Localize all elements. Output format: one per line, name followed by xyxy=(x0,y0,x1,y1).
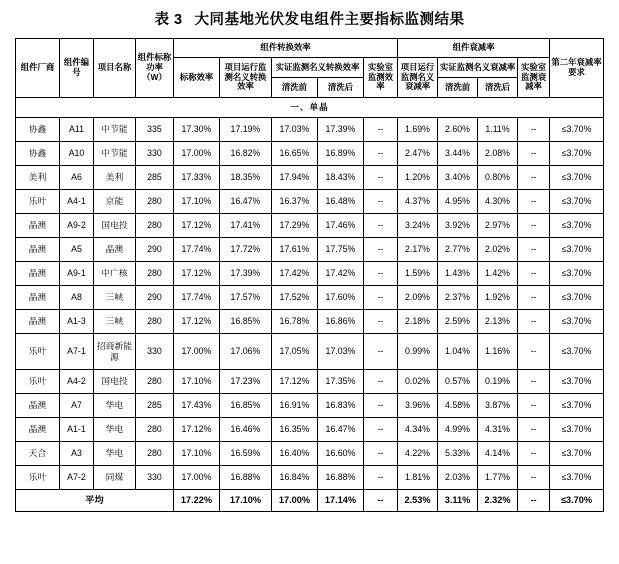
cell-standard-eff: 17.00% xyxy=(173,334,219,370)
cell-field-eff-after: 16.89% xyxy=(317,142,363,166)
cell-project-eff: 17.41% xyxy=(219,214,271,238)
cell-manufacturer: 协鑫 xyxy=(15,142,59,166)
cell-rated-power: 330 xyxy=(135,466,173,490)
cell-standard-eff: 17.74% xyxy=(173,238,219,262)
cell-field-eff-after: 16.47% xyxy=(317,418,363,442)
th-field-deg: 实证监测名义衰减率 xyxy=(438,58,518,78)
cell-rated-power: 290 xyxy=(135,286,173,310)
cell-lab-deg: -- xyxy=(518,214,550,238)
cell-model: A4-1 xyxy=(59,190,93,214)
section-label: 一、单晶 xyxy=(15,98,603,118)
section-header-row xyxy=(15,98,603,118)
cell-field-eff-after: 16.86% xyxy=(317,310,363,334)
cell-project-deg: 1.69% xyxy=(398,118,438,142)
cell-manufacturer: 晶澳 xyxy=(15,262,59,286)
cell-project-deg: 2.17% xyxy=(398,238,438,262)
cell-project-deg: 1.81% xyxy=(398,466,438,490)
cell-field-eff-after: 17.75% xyxy=(317,238,363,262)
cell-model: A10 xyxy=(59,142,93,166)
cell-project: 美利 xyxy=(93,166,135,190)
cell-lab-deg: -- xyxy=(518,118,550,142)
cell-model: A9-2 xyxy=(59,214,93,238)
cell-project: 中节能 xyxy=(93,118,135,142)
cell-field-deg-before: 2.77% xyxy=(438,238,478,262)
table-row xyxy=(15,370,603,394)
cell-lab-deg: -- xyxy=(518,166,550,190)
table-row xyxy=(15,118,603,142)
cell-rated-power: 330 xyxy=(135,334,173,370)
cell-model: A6 xyxy=(59,166,93,190)
cell-project-deg: 3.24% xyxy=(398,214,438,238)
cell-field-deg-after: 1.77% xyxy=(478,466,518,490)
cell-year2-req: ≤3.70% xyxy=(550,370,604,394)
average-project-eff: 17.10% xyxy=(219,490,271,512)
cell-lab-eff: -- xyxy=(363,118,397,142)
cell-project-eff: 17.57% xyxy=(219,286,271,310)
cell-field-deg-after: 3.87% xyxy=(478,394,518,418)
table-row xyxy=(15,334,603,370)
cell-lab-deg: -- xyxy=(518,418,550,442)
cell-field-eff-before: 16.37% xyxy=(271,190,317,214)
cell-project-eff: 16.82% xyxy=(219,142,271,166)
cell-field-eff-after: 17.39% xyxy=(317,118,363,142)
cell-field-eff-before: 17.29% xyxy=(271,214,317,238)
cell-field-deg-after: 4.31% xyxy=(478,418,518,442)
cell-model: A8 xyxy=(59,286,93,310)
cell-lab-deg: -- xyxy=(518,286,550,310)
th-group-degradation: 组件衰减率 xyxy=(398,39,550,58)
cell-lab-eff: -- xyxy=(363,142,397,166)
cell-field-deg-after: 2.02% xyxy=(478,238,518,262)
cell-project-eff: 16.85% xyxy=(219,394,271,418)
average-label: 平均 xyxy=(15,490,173,512)
cell-rated-power: 280 xyxy=(135,190,173,214)
cell-model: A7 xyxy=(59,394,93,418)
cell-standard-eff: 17.00% xyxy=(173,466,219,490)
th-project: 项目名称 xyxy=(93,39,135,98)
cell-project: 中广核 xyxy=(93,262,135,286)
cell-manufacturer: 晶澳 xyxy=(15,238,59,262)
th-project-eff: 项目运行监测名义转换效率 xyxy=(219,58,271,98)
cell-lab-eff: -- xyxy=(363,370,397,394)
cell-project-eff: 17.06% xyxy=(219,334,271,370)
cell-manufacturer: 乐叶 xyxy=(15,466,59,490)
th-group-conversion: 组件转换效率 xyxy=(173,39,397,58)
cell-model: A5 xyxy=(59,238,93,262)
cell-year2-req: ≤3.70% xyxy=(550,334,604,370)
cell-field-eff-after: 17.60% xyxy=(317,286,363,310)
cell-lab-deg: -- xyxy=(518,370,550,394)
cell-project: 华电 xyxy=(93,394,135,418)
cell-lab-eff: -- xyxy=(363,466,397,490)
cell-field-deg-after: 0.80% xyxy=(478,166,518,190)
cell-field-eff-after: 16.88% xyxy=(317,466,363,490)
cell-project-deg: 2.47% xyxy=(398,142,438,166)
cell-field-deg-before: 3.40% xyxy=(438,166,478,190)
table-number: 表 3 xyxy=(154,12,183,28)
cell-lab-eff: -- xyxy=(363,310,397,334)
cell-field-eff-before: 17.52% xyxy=(271,286,317,310)
cell-manufacturer: 晶澳 xyxy=(15,286,59,310)
cell-project-eff: 16.88% xyxy=(219,466,271,490)
cell-model: A1-3 xyxy=(59,310,93,334)
cell-field-deg-before: 3.44% xyxy=(438,142,478,166)
cell-rated-power: 330 xyxy=(135,142,173,166)
cell-model: A3 xyxy=(59,442,93,466)
cell-manufacturer: 晶澳 xyxy=(15,394,59,418)
cell-manufacturer: 晶澳 xyxy=(15,418,59,442)
cell-project-eff: 16.59% xyxy=(219,442,271,466)
cell-model: A7-2 xyxy=(59,466,93,490)
cell-project: 招商新能源 xyxy=(93,334,135,370)
monitoring-results-table xyxy=(15,38,604,512)
cell-lab-eff: -- xyxy=(363,334,397,370)
cell-project-eff: 17.39% xyxy=(219,262,271,286)
table-row xyxy=(15,310,603,334)
cell-lab-deg: -- xyxy=(518,394,550,418)
average-standard-eff: 17.22% xyxy=(173,490,219,512)
cell-field-eff-before: 17.61% xyxy=(271,238,317,262)
cell-lab-deg: -- xyxy=(518,142,550,166)
cell-project: 三峡 xyxy=(93,310,135,334)
cell-field-eff-before: 16.40% xyxy=(271,442,317,466)
cell-year2-req: ≤3.70% xyxy=(550,190,604,214)
cell-project-deg: 4.37% xyxy=(398,190,438,214)
table-title xyxy=(0,8,619,29)
cell-project-eff: 16.46% xyxy=(219,418,271,442)
cell-field-eff-before: 17.03% xyxy=(271,118,317,142)
cell-project-deg: 4.22% xyxy=(398,442,438,466)
cell-project-deg: 1.59% xyxy=(398,262,438,286)
cell-field-deg-after: 1.42% xyxy=(478,262,518,286)
cell-field-eff-after: 17.46% xyxy=(317,214,363,238)
cell-project-deg: 2.09% xyxy=(398,286,438,310)
cell-lab-eff: -- xyxy=(363,442,397,466)
cell-field-deg-after: 0.19% xyxy=(478,370,518,394)
cell-field-eff-before: 16.78% xyxy=(271,310,317,334)
cell-field-deg-before: 5.33% xyxy=(438,442,478,466)
cell-field-eff-after: 17.35% xyxy=(317,370,363,394)
cell-manufacturer: 乐叶 xyxy=(15,190,59,214)
cell-field-deg-before: 2.03% xyxy=(438,466,478,490)
th-year2-requirement: 第二年衰减率要求 xyxy=(550,39,604,98)
cell-field-deg-after: 1.16% xyxy=(478,334,518,370)
cell-project-deg: 2.18% xyxy=(398,310,438,334)
cell-lab-deg: -- xyxy=(518,190,550,214)
cell-field-eff-before: 17.42% xyxy=(271,262,317,286)
cell-lab-eff: -- xyxy=(363,166,397,190)
cell-year2-req: ≤3.70% xyxy=(550,442,604,466)
cell-project-eff: 16.47% xyxy=(219,190,271,214)
cell-project: 京能 xyxy=(93,190,135,214)
cell-field-deg-after: 4.14% xyxy=(478,442,518,466)
cell-rated-power: 280 xyxy=(135,370,173,394)
document-page xyxy=(0,8,619,564)
cell-standard-eff: 17.74% xyxy=(173,286,219,310)
cell-project-eff: 17.19% xyxy=(219,118,271,142)
th-field-eff-before-clean: 清洗前 xyxy=(271,78,317,98)
header-group-row xyxy=(15,39,603,58)
cell-lab-deg: -- xyxy=(518,310,550,334)
average-field-deg-after: 2.32% xyxy=(478,490,518,512)
cell-rated-power: 285 xyxy=(135,166,173,190)
cell-field-deg-before: 2.59% xyxy=(438,310,478,334)
cell-field-deg-before: 4.58% xyxy=(438,394,478,418)
average-project-deg: 2.53% xyxy=(398,490,438,512)
cell-project-eff: 16.85% xyxy=(219,310,271,334)
cell-field-deg-before: 2.60% xyxy=(438,118,478,142)
cell-year2-req: ≤3.70% xyxy=(550,118,604,142)
cell-project-deg: 0.99% xyxy=(398,334,438,370)
cell-field-deg-before: 4.99% xyxy=(438,418,478,442)
cell-year2-req: ≤3.70% xyxy=(550,214,604,238)
cell-project-eff: 17.72% xyxy=(219,238,271,262)
cell-standard-eff: 17.30% xyxy=(173,118,219,142)
th-field-deg-before-clean: 清洗前 xyxy=(438,78,478,98)
cell-project: 国电投 xyxy=(93,370,135,394)
cell-field-eff-before: 17.05% xyxy=(271,334,317,370)
average-row xyxy=(15,490,603,512)
table-row xyxy=(15,142,603,166)
cell-field-eff-before: 17.12% xyxy=(271,370,317,394)
average-field-eff-after: 17.14% xyxy=(317,490,363,512)
table-row xyxy=(15,238,603,262)
cell-standard-eff: 17.33% xyxy=(173,166,219,190)
cell-model: A11 xyxy=(59,118,93,142)
cell-lab-eff: -- xyxy=(363,262,397,286)
table-row xyxy=(15,262,603,286)
th-model: 组件编号 xyxy=(59,39,93,98)
cell-manufacturer: 乐叶 xyxy=(15,334,59,370)
cell-field-eff-after: 17.03% xyxy=(317,334,363,370)
cell-manufacturer: 美利 xyxy=(15,166,59,190)
table-row xyxy=(15,394,603,418)
table-header xyxy=(15,39,603,98)
average-year2-req: ≤3.70% xyxy=(550,490,604,512)
cell-rated-power: 280 xyxy=(135,418,173,442)
th-standard-eff: 标称效率 xyxy=(173,58,219,98)
average-field-eff-before: 17.00% xyxy=(271,490,317,512)
cell-project-deg: 3.96% xyxy=(398,394,438,418)
cell-lab-deg: -- xyxy=(518,238,550,262)
cell-rated-power: 280 xyxy=(135,310,173,334)
cell-field-deg-before: 1.04% xyxy=(438,334,478,370)
th-lab-deg: 实验室监测衰减率 xyxy=(518,58,550,98)
cell-project-deg: 4.34% xyxy=(398,418,438,442)
cell-field-eff-before: 16.65% xyxy=(271,142,317,166)
cell-year2-req: ≤3.70% xyxy=(550,418,604,442)
cell-field-eff-before: 17.94% xyxy=(271,166,317,190)
cell-year2-req: ≤3.70% xyxy=(550,238,604,262)
cell-lab-eff: -- xyxy=(363,394,397,418)
th-rated-power: 组件标称功率（W） xyxy=(135,39,173,98)
table-row xyxy=(15,214,603,238)
cell-year2-req: ≤3.70% xyxy=(550,142,604,166)
cell-field-eff-before: 16.84% xyxy=(271,466,317,490)
cell-standard-eff: 17.12% xyxy=(173,418,219,442)
cell-field-eff-after: 16.48% xyxy=(317,190,363,214)
cell-year2-req: ≤3.70% xyxy=(550,310,604,334)
cell-lab-eff: -- xyxy=(363,190,397,214)
th-manufacturer: 组件厂商 xyxy=(15,39,59,98)
cell-project-deg: 0.02% xyxy=(398,370,438,394)
cell-rated-power: 285 xyxy=(135,394,173,418)
cell-project: 华电 xyxy=(93,442,135,466)
cell-lab-deg: -- xyxy=(518,334,550,370)
cell-year2-req: ≤3.70% xyxy=(550,286,604,310)
cell-field-deg-before: 2.37% xyxy=(438,286,478,310)
cell-field-eff-before: 16.91% xyxy=(271,394,317,418)
cell-standard-eff: 17.10% xyxy=(173,190,219,214)
average-lab-eff: -- xyxy=(363,490,397,512)
cell-lab-eff: -- xyxy=(363,286,397,310)
cell-project-eff: 18.35% xyxy=(219,166,271,190)
table-row xyxy=(15,190,603,214)
cell-project: 华电 xyxy=(93,418,135,442)
cell-field-eff-after: 17.42% xyxy=(317,262,363,286)
cell-standard-eff: 17.12% xyxy=(173,310,219,334)
cell-field-deg-before: 3.92% xyxy=(438,214,478,238)
cell-lab-deg: -- xyxy=(518,442,550,466)
table-body xyxy=(15,98,603,512)
cell-model: A9-1 xyxy=(59,262,93,286)
th-field-deg-after-clean: 清洗后 xyxy=(478,78,518,98)
table-row xyxy=(15,166,603,190)
cell-lab-deg: -- xyxy=(518,466,550,490)
cell-manufacturer: 协鑫 xyxy=(15,118,59,142)
cell-field-deg-after: 2.08% xyxy=(478,142,518,166)
cell-field-deg-after: 1.92% xyxy=(478,286,518,310)
cell-rated-power: 280 xyxy=(135,262,173,286)
cell-year2-req: ≤3.70% xyxy=(550,394,604,418)
cell-project-eff: 17.23% xyxy=(219,370,271,394)
table-row xyxy=(15,442,603,466)
cell-field-deg-after: 2.13% xyxy=(478,310,518,334)
cell-manufacturer: 乐叶 xyxy=(15,370,59,394)
cell-field-deg-after: 1.11% xyxy=(478,118,518,142)
cell-lab-eff: -- xyxy=(363,238,397,262)
cell-field-eff-after: 18.43% xyxy=(317,166,363,190)
th-lab-eff: 实验室监测效率 xyxy=(363,58,397,98)
cell-rated-power: 280 xyxy=(135,214,173,238)
cell-field-eff-after: 16.60% xyxy=(317,442,363,466)
table-row xyxy=(15,466,603,490)
cell-lab-eff: -- xyxy=(363,214,397,238)
cell-field-deg-after: 2.97% xyxy=(478,214,518,238)
cell-field-deg-before: 0.57% xyxy=(438,370,478,394)
cell-project: 同煤 xyxy=(93,466,135,490)
cell-lab-eff: -- xyxy=(363,418,397,442)
table-row xyxy=(15,418,603,442)
cell-standard-eff: 17.12% xyxy=(173,214,219,238)
cell-field-deg-after: 4.30% xyxy=(478,190,518,214)
cell-field-deg-before: 4.95% xyxy=(438,190,478,214)
cell-manufacturer: 晶澳 xyxy=(15,310,59,334)
cell-project: 晶澳 xyxy=(93,238,135,262)
cell-project: 国电投 xyxy=(93,214,135,238)
cell-standard-eff: 17.10% xyxy=(173,370,219,394)
cell-project: 中节能 xyxy=(93,142,135,166)
average-field-deg-before: 3.11% xyxy=(438,490,478,512)
cell-field-eff-after: 16.83% xyxy=(317,394,363,418)
table-title-text: 大同基地光伏发电组件主要指标监测结果 xyxy=(194,12,465,28)
cell-year2-req: ≤3.70% xyxy=(550,166,604,190)
cell-model: A7-1 xyxy=(59,334,93,370)
cell-rated-power: 280 xyxy=(135,442,173,466)
th-project-deg: 项目运行监测名义衰减率 xyxy=(398,58,438,98)
th-field-eff-after-clean: 清洗后 xyxy=(317,78,363,98)
cell-standard-eff: 17.12% xyxy=(173,262,219,286)
average-lab-deg: -- xyxy=(518,490,550,512)
cell-project-deg: 1.20% xyxy=(398,166,438,190)
cell-standard-eff: 17.43% xyxy=(173,394,219,418)
cell-model: A1-1 xyxy=(59,418,93,442)
th-field-eff: 实证监测名义转换效率 xyxy=(271,58,363,78)
cell-manufacturer: 天合 xyxy=(15,442,59,466)
cell-standard-eff: 17.00% xyxy=(173,142,219,166)
table-row xyxy=(15,286,603,310)
cell-standard-eff: 17.10% xyxy=(173,442,219,466)
cell-field-deg-before: 1.43% xyxy=(438,262,478,286)
cell-model: A4-2 xyxy=(59,370,93,394)
cell-project: 三峡 xyxy=(93,286,135,310)
cell-year2-req: ≤3.70% xyxy=(550,466,604,490)
cell-year2-req: ≤3.70% xyxy=(550,262,604,286)
cell-rated-power: 290 xyxy=(135,238,173,262)
cell-field-eff-before: 16.35% xyxy=(271,418,317,442)
cell-lab-deg: -- xyxy=(518,262,550,286)
cell-rated-power: 335 xyxy=(135,118,173,142)
cell-manufacturer: 晶澳 xyxy=(15,214,59,238)
